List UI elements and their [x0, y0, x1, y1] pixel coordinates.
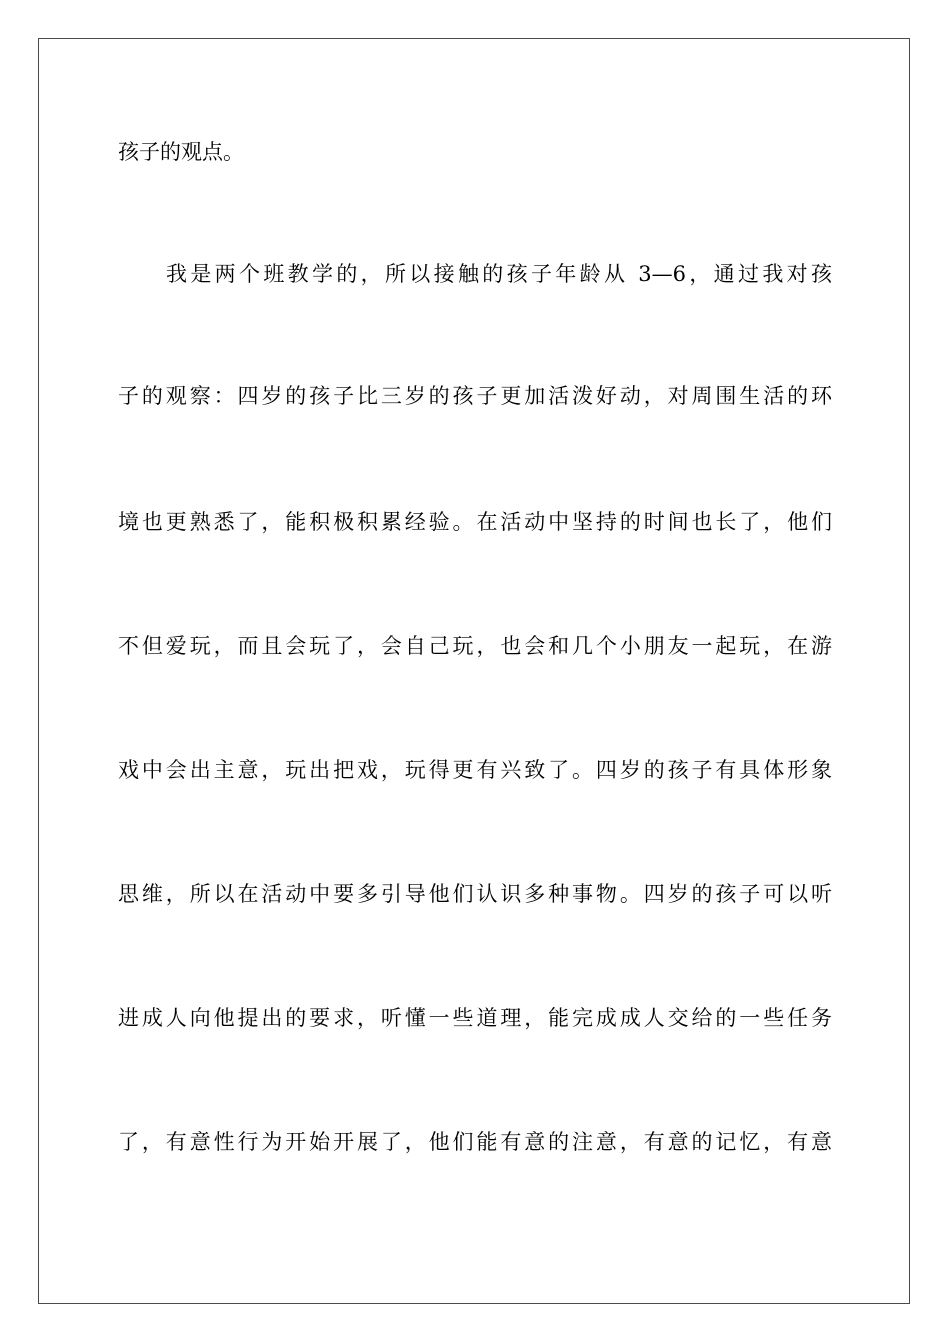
paragraph-first-line: 我是两个班教学的，所以接触的孩子年龄从 3—6，通过我对孩	[166, 262, 832, 286]
page-border	[38, 38, 910, 1304]
text-line: 戏中会出主意，玩出把戏，玩得更有兴致了。四岁的孩子有具体形象	[118, 758, 832, 782]
text-line: 子的观察：四岁的孩子比三岁的孩子更加活泼好动，对周围生活的环	[118, 384, 832, 408]
text-line: 思维，所以在活动中要多引导他们认识多种事物。四岁的孩子可以听	[118, 882, 832, 906]
text-line: 进成人向他提出的要求，听懂一些道理，能完成成人交给的一些任务	[118, 1006, 832, 1030]
text-line: 孩子的观点。	[118, 140, 244, 164]
text-line: 了，有意性行为开始开展了，他们能有意的注意，有意的记忆，有意	[118, 1130, 832, 1154]
text-line: 不但爱玩，而且会玩了，会自己玩，也会和几个小朋友一起玩，在游	[118, 634, 832, 658]
text-line: 境也更熟悉了，能积极积累经验。在活动中坚持的时间也长了，他们	[118, 510, 832, 534]
